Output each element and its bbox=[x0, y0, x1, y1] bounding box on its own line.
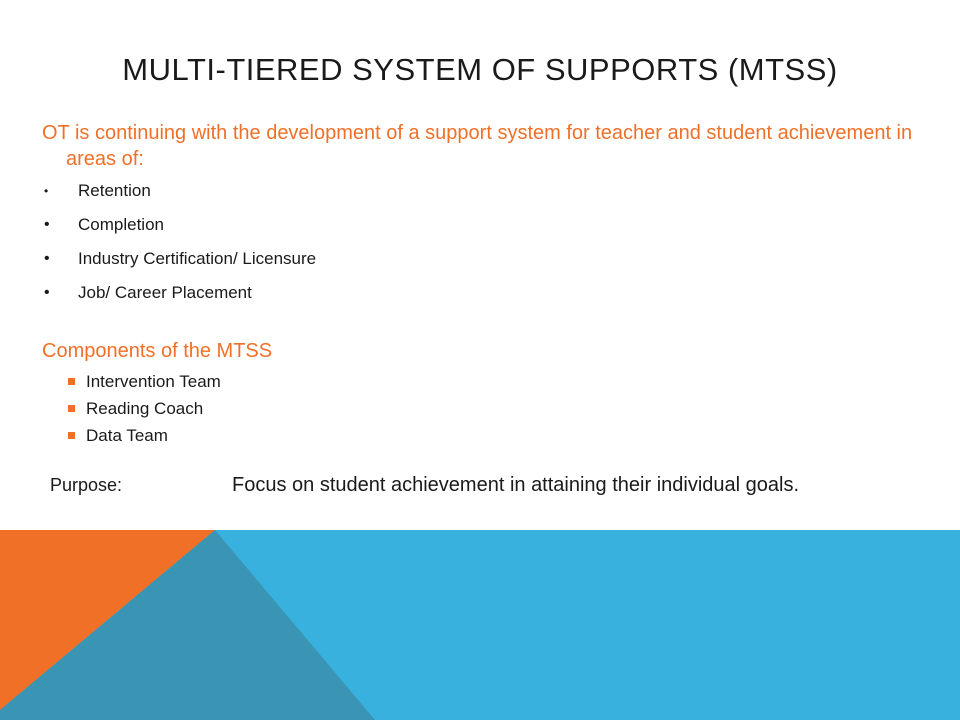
bullet-icon: • bbox=[44, 216, 50, 233]
components-heading: Components of the MTSS bbox=[42, 340, 273, 362]
purpose-label: Purpose: bbox=[50, 475, 123, 495]
list-item-label: Completion bbox=[78, 215, 164, 234]
square-bullet-icon bbox=[68, 405, 75, 412]
square-bullet-icon bbox=[68, 432, 75, 439]
bullet-icon: • bbox=[44, 284, 50, 301]
list-item bbox=[44, 212, 316, 246]
list-item-label: Intervention Team bbox=[86, 372, 221, 391]
bullet-icon: • bbox=[44, 184, 49, 198]
square-bullet-icon bbox=[68, 378, 75, 385]
list-item-label: Data Team bbox=[86, 426, 168, 445]
intro-text: OT is continuing with the development of a support system for teacher and student achievement in areas of: bbox=[42, 122, 913, 170]
list-item-label: Retention bbox=[78, 181, 151, 200]
purpose-text: Focus on student achievement in attaining their individual goals. bbox=[232, 474, 800, 496]
slide-title: MULTI-TIERED SYSTEM OF SUPPORTS (MTSS) bbox=[122, 52, 838, 87]
list-item bbox=[68, 422, 221, 449]
list-item bbox=[44, 178, 316, 212]
list-item bbox=[68, 395, 221, 422]
list-item-label: Reading Coach bbox=[86, 399, 204, 418]
bullet-icon: • bbox=[44, 250, 50, 267]
list-item-label: Job/ Career Placement bbox=[78, 283, 252, 302]
components-list bbox=[68, 368, 221, 449]
list-item-label: Industry Certification/ Licensure bbox=[78, 249, 317, 268]
list-item bbox=[68, 368, 221, 395]
list-item bbox=[44, 246, 316, 280]
list-item bbox=[44, 280, 316, 314]
focus-areas-list bbox=[44, 178, 316, 314]
